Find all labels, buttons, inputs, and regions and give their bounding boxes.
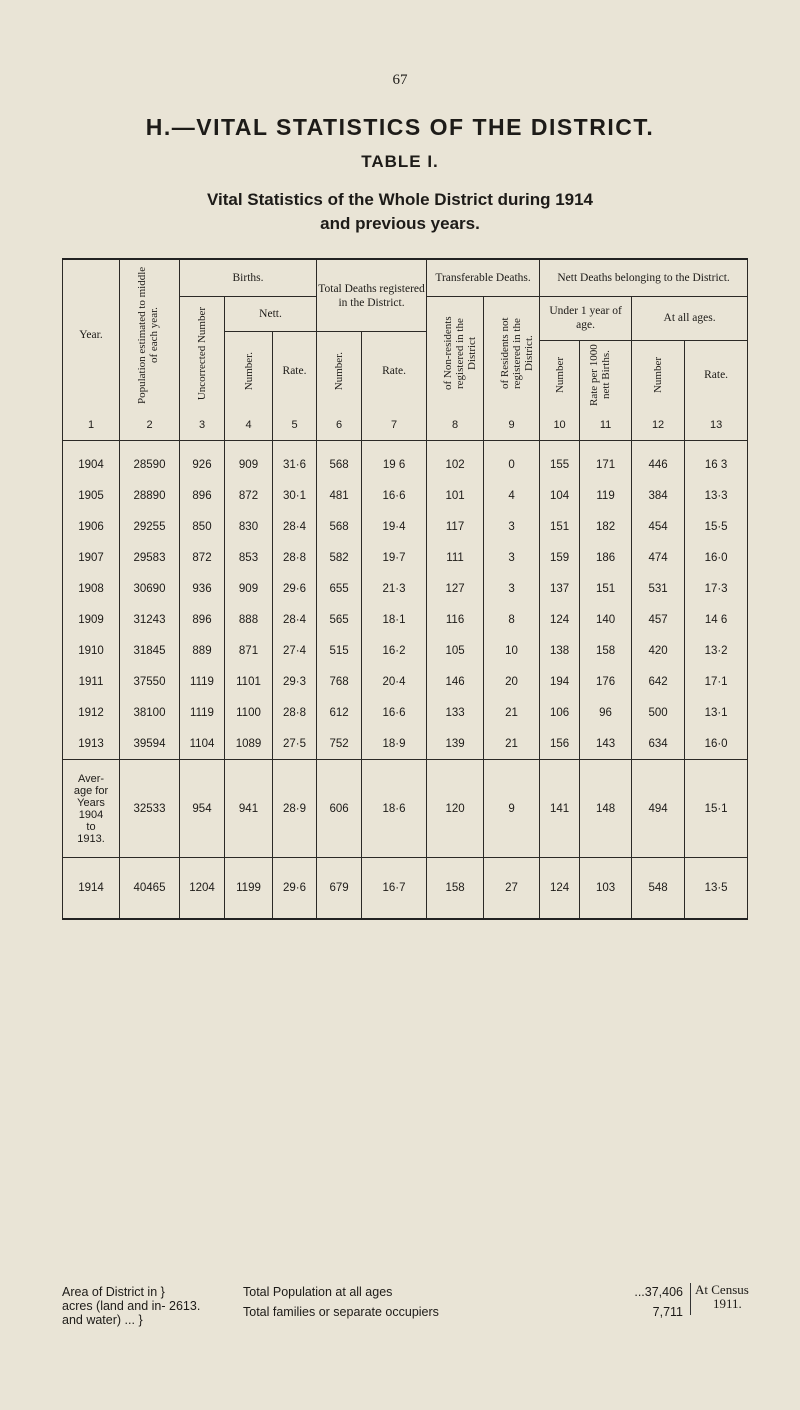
cell-brate: 29·6 <box>273 858 317 920</box>
cell-drate: 21·3 <box>362 573 427 604</box>
cell-deaths: 565 <box>317 604 362 635</box>
table-row <box>63 542 748 573</box>
cell-deaths: 582 <box>317 542 362 573</box>
cell-brate: 28·9 <box>273 760 317 858</box>
cell-unc: 850 <box>180 511 225 542</box>
cell-pop: 30690 <box>120 573 180 604</box>
header-population: Population estimated to middle of each year. <box>120 259 180 410</box>
cell-allrate: 15·5 <box>685 511 748 542</box>
cell-year: 1908 <box>63 573 120 604</box>
cell-year: 1905 <box>63 480 120 511</box>
cell-nett: 1100 <box>225 697 273 728</box>
header-deaths-rate: Rate. <box>362 332 427 411</box>
cell-nett: 1101 <box>225 666 273 697</box>
cell-pop: 38100 <box>120 697 180 728</box>
average-year-line: Years <box>77 796 105 809</box>
cell-unc: 896 <box>180 480 225 511</box>
cell-unc: 896 <box>180 604 225 635</box>
area-line-1: Area of District in } <box>62 1285 165 1299</box>
cell-allnum: 531 <box>632 573 685 604</box>
cell-u1rate: 158 <box>580 635 632 666</box>
cell-unc: 889 <box>180 635 225 666</box>
cell-u1rate: 140 <box>580 604 632 635</box>
header-year: Year. <box>63 259 120 410</box>
current-year-row <box>63 858 748 920</box>
cell-resnot: 0 <box>484 449 540 480</box>
cell-drate: 16·2 <box>362 635 427 666</box>
header-all-ages: At all ages. <box>632 297 748 341</box>
col-number: 8 <box>427 410 484 441</box>
cell-nonres: 158 <box>427 858 484 920</box>
col-number: 6 <box>317 410 362 441</box>
header-deaths-number: Number. <box>317 332 362 411</box>
cell-drate: 20·4 <box>362 666 427 697</box>
table-row <box>63 635 748 666</box>
col-number: 12 <box>632 410 685 441</box>
table-row <box>63 511 748 542</box>
cell-allnum: 494 <box>632 760 685 858</box>
cell-allnum: 384 <box>632 480 685 511</box>
col-number: 1 <box>63 410 120 441</box>
cell-year: 1906 <box>63 511 120 542</box>
vital-statistics-table <box>62 258 748 920</box>
cell-u1num: 151 <box>540 511 580 542</box>
cell-allrate: 14 6 <box>685 604 748 635</box>
cell-deaths: 481 <box>317 480 362 511</box>
cell-nonres: 120 <box>427 760 484 858</box>
cell-drate: 16·6 <box>362 697 427 728</box>
cell-resnot: 27 <box>484 858 540 920</box>
cell-brate: 28·4 <box>273 511 317 542</box>
cell-allrate: 17·3 <box>685 573 748 604</box>
average-year-line: Aver- <box>77 772 105 785</box>
table-row <box>63 666 748 697</box>
col-number: 7 <box>362 410 427 441</box>
header-under-1: Under 1 year of age. <box>540 297 632 341</box>
cell-allrate: 13·5 <box>685 858 748 920</box>
average-year-line: age for <box>73 784 109 797</box>
total-population-label: Total Population at all ages <box>243 1285 393 1299</box>
cell-unc: 926 <box>180 449 225 480</box>
cell-nett: 853 <box>225 542 273 573</box>
cell-drate: 16·7 <box>362 858 427 920</box>
cell-nonres: 102 <box>427 449 484 480</box>
cell-u1rate: 186 <box>580 542 632 573</box>
cell-u1num: 137 <box>540 573 580 604</box>
cell-nett: 872 <box>225 480 273 511</box>
cell-pop: 40465 <box>120 858 180 920</box>
header-births: Births. <box>180 259 317 297</box>
cell-nett: 941 <box>225 760 273 858</box>
section-heading: H.—VITAL STATISTICS OF THE DISTRICT. <box>145 114 655 140</box>
total-families-label: Total families or separate occupiers <box>243 1305 439 1319</box>
cell-allnum: 454 <box>632 511 685 542</box>
cell-u1rate: 103 <box>580 858 632 920</box>
census-line-2: 1911. <box>713 1296 742 1311</box>
cell-deaths: 612 <box>317 697 362 728</box>
col-number: 3 <box>180 410 225 441</box>
cell-year: 1913 <box>63 728 120 760</box>
cell-drate: 16·6 <box>362 480 427 511</box>
census-line-1: At Census <box>695 1282 749 1297</box>
header-uncorrected: Uncorrected Number <box>180 297 225 411</box>
cell-allnum: 634 <box>632 728 685 760</box>
header-all-rate: Rate. <box>685 340 748 410</box>
cell-year: 1909 <box>63 604 120 635</box>
cell-year <box>63 760 120 858</box>
cell-pop: 31845 <box>120 635 180 666</box>
cell-nonres: 111 <box>427 542 484 573</box>
cell-deaths: 768 <box>317 666 362 697</box>
cell-u1num: 159 <box>540 542 580 573</box>
cell-year: 1911 <box>63 666 120 697</box>
cell-nett: 909 <box>225 573 273 604</box>
cell-allnum: 642 <box>632 666 685 697</box>
cell-resnot: 3 <box>484 511 540 542</box>
cell-allrate: 13·2 <box>685 635 748 666</box>
footer-area <box>62 1285 200 1327</box>
cell-nett: 830 <box>225 511 273 542</box>
table-label: TABLE I. <box>361 152 439 171</box>
cell-u1num: 106 <box>540 697 580 728</box>
subtitle-line-1: Vital Statistics of the Whole District during 1914 <box>206 190 594 209</box>
cell-u1rate: 148 <box>580 760 632 858</box>
cell-unc: 872 <box>180 542 225 573</box>
cell-allnum: 474 <box>632 542 685 573</box>
cell-allrate: 16·0 <box>685 728 748 760</box>
cell-pop: 29255 <box>120 511 180 542</box>
cell-nonres: 105 <box>427 635 484 666</box>
col-number: 11 <box>580 410 632 441</box>
cell-deaths: 568 <box>317 449 362 480</box>
header-under1-rate: Rate per 1000 nett Births. <box>580 340 632 410</box>
cell-resnot: 10 <box>484 635 540 666</box>
cell-nonres: 133 <box>427 697 484 728</box>
cell-nonres: 127 <box>427 573 484 604</box>
cell-pop: 37550 <box>120 666 180 697</box>
cell-drate: 19·4 <box>362 511 427 542</box>
header-births-number: Number. <box>225 332 273 411</box>
header-under1-number: Number <box>540 340 580 410</box>
area-line-3: and water) ... } <box>62 1313 143 1327</box>
cell-u1num: 138 <box>540 635 580 666</box>
col-number: 13 <box>685 410 748 441</box>
header-births-rate: Rate. <box>273 332 317 411</box>
cell-year: 1912 <box>63 697 120 728</box>
cell-deaths: 655 <box>317 573 362 604</box>
cell-resnot: 21 <box>484 728 540 760</box>
average-year-line: 1904 <box>78 808 104 821</box>
cell-allrate: 13·3 <box>685 480 748 511</box>
cell-u1num: 104 <box>540 480 580 511</box>
cell-drate: 18·6 <box>362 760 427 858</box>
cell-brate: 29·6 <box>273 573 317 604</box>
subtitle-line-2: and previous years. <box>320 214 480 233</box>
cell-pop: 31243 <box>120 604 180 635</box>
cell-nonres: 116 <box>427 604 484 635</box>
cell-year: 1904 <box>63 449 120 480</box>
cell-resnot: 3 <box>484 542 540 573</box>
cell-resnot: 9 <box>484 760 540 858</box>
cell-u1num: 155 <box>540 449 580 480</box>
average-row <box>63 760 748 858</box>
cell-drate: 18·1 <box>362 604 427 635</box>
cell-unc: 936 <box>180 573 225 604</box>
header-non-residents: of Non-residents registered in the District <box>427 297 484 411</box>
cell-u1num: 156 <box>540 728 580 760</box>
cell-nett: 1089 <box>225 728 273 760</box>
cell-brate: 27·5 <box>273 728 317 760</box>
cell-allrate: 17·1 <box>685 666 748 697</box>
cell-nett: 909 <box>225 449 273 480</box>
cell-deaths: 568 <box>317 511 362 542</box>
cell-drate: 19 6 <box>362 449 427 480</box>
header-total-deaths: Total Deaths registered in the District. <box>317 259 427 332</box>
cell-brate: 30·1 <box>273 480 317 511</box>
cell-nonres: 117 <box>427 511 484 542</box>
cell-pop: 39594 <box>120 728 180 760</box>
cell-pop: 29583 <box>120 542 180 573</box>
table-row <box>63 480 748 511</box>
cell-nett: 888 <box>225 604 273 635</box>
cell-u1num: 124 <box>540 604 580 635</box>
cell-drate: 18·9 <box>362 728 427 760</box>
cell-resnot: 3 <box>484 573 540 604</box>
cell-pop: 28890 <box>120 480 180 511</box>
cell-brate: 28·8 <box>273 697 317 728</box>
cell-brate: 28·4 <box>273 604 317 635</box>
cell-u1num: 141 <box>540 760 580 858</box>
cell-u1num: 124 <box>540 858 580 920</box>
header-transferable-deaths: Transferable Deaths. <box>427 259 540 297</box>
cell-resnot: 20 <box>484 666 540 697</box>
cell-allnum: 446 <box>632 449 685 480</box>
cell-allrate: 15·1 <box>685 760 748 858</box>
cell-u1rate: 182 <box>580 511 632 542</box>
cell-resnot: 4 <box>484 480 540 511</box>
cell-nonres: 139 <box>427 728 484 760</box>
cell-deaths: 679 <box>317 858 362 920</box>
cell-allnum: 457 <box>632 604 685 635</box>
cell-allrate: 16 3 <box>685 449 748 480</box>
cell-u1rate: 96 <box>580 697 632 728</box>
cell-u1rate: 171 <box>580 449 632 480</box>
cell-brate: 27·4 <box>273 635 317 666</box>
cell-u1rate: 151 <box>580 573 632 604</box>
average-year-line: 1913. <box>77 832 105 845</box>
cell-resnot: 21 <box>484 697 540 728</box>
col-number: 10 <box>540 410 580 441</box>
col-number: 5 <box>273 410 317 441</box>
table-row <box>63 728 748 760</box>
col-number: 9 <box>484 410 540 441</box>
cell-deaths: 752 <box>317 728 362 760</box>
cell-u1rate: 176 <box>580 666 632 697</box>
cell-nett: 871 <box>225 635 273 666</box>
table-row <box>63 697 748 728</box>
cell-unc: 1119 <box>180 666 225 697</box>
cell-brate: 28·8 <box>273 542 317 573</box>
cell-unc: 1119 <box>180 697 225 728</box>
census-note <box>690 1283 749 1315</box>
table-row <box>63 449 748 480</box>
cell-u1rate: 143 <box>580 728 632 760</box>
cell-brate: 31·6 <box>273 449 317 480</box>
average-year-line: to <box>86 820 96 833</box>
table-row <box>63 604 748 635</box>
cell-unc: 1204 <box>180 858 225 920</box>
cell-u1num: 194 <box>540 666 580 697</box>
header-all-number: Number <box>632 340 685 410</box>
cell-nonres: 146 <box>427 666 484 697</box>
cell-u1rate: 119 <box>580 480 632 511</box>
table-subtitle <box>0 188 800 236</box>
cell-allnum: 548 <box>632 858 685 920</box>
cell-brate: 29·3 <box>273 666 317 697</box>
area-line-2: acres (land and in- 2613. <box>62 1299 201 1313</box>
cell-nonres: 101 <box>427 480 484 511</box>
cell-nett: 1199 <box>225 858 273 920</box>
cell-year: 1914 <box>63 858 120 920</box>
cell-year: 1910 <box>63 635 120 666</box>
cell-allnum: 420 <box>632 635 685 666</box>
cell-drate: 19·7 <box>362 542 427 573</box>
cell-unc: 954 <box>180 760 225 858</box>
total-families-value: 7,711 <box>652 1305 683 1319</box>
cell-deaths: 515 <box>317 635 362 666</box>
cell-resnot: 8 <box>484 604 540 635</box>
cell-unc: 1104 <box>180 728 225 760</box>
cell-deaths: 606 <box>317 760 362 858</box>
header-nett: Nett. <box>225 297 317 332</box>
cell-allrate: 16·0 <box>685 542 748 573</box>
header-nett-deaths: Nett Deaths belonging to the District. <box>540 259 748 297</box>
col-number: 4 <box>225 410 273 441</box>
area-value: 2613. <box>169 1299 201 1313</box>
total-population-value: ...37,406 <box>634 1285 683 1299</box>
table-row <box>63 573 748 604</box>
cell-allnum: 500 <box>632 697 685 728</box>
page-number: 67 <box>392 72 408 88</box>
footer-totals <box>243 1285 683 1321</box>
cell-allrate: 13·1 <box>685 697 748 728</box>
header-residents-not: of Residents not registered in the District. <box>484 297 540 411</box>
col-number: 2 <box>120 410 180 441</box>
cell-year: 1907 <box>63 542 120 573</box>
cell-pop: 28590 <box>120 449 180 480</box>
cell-pop: 32533 <box>120 760 180 858</box>
